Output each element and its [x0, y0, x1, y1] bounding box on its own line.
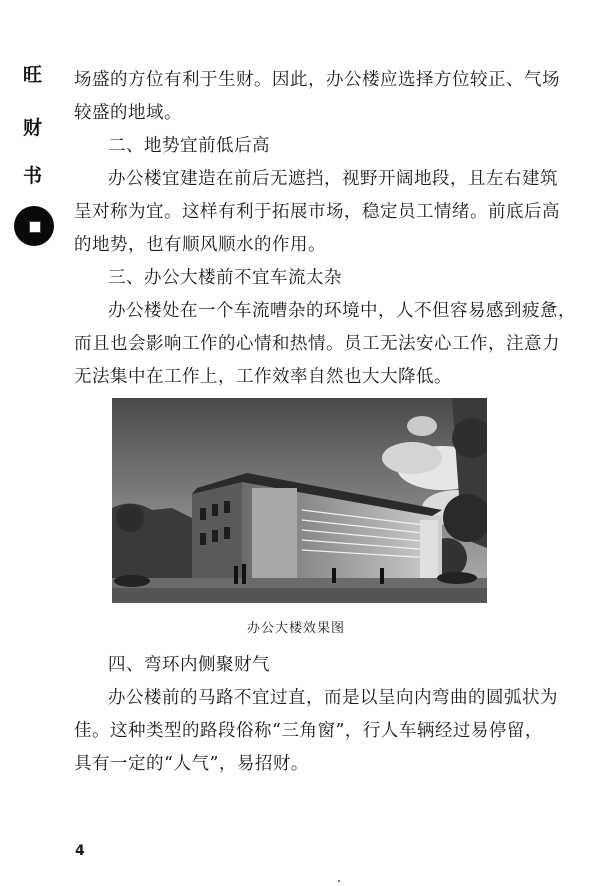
figure-caption: 办公大楼效果图 [246, 621, 345, 636]
paragraph-line: 具有一定的“人气”，易招财。 [74, 754, 309, 774]
section-heading: 三、办公大楼前不宜车流太杂 [108, 268, 342, 288]
paragraph-line: 办公楼前的马路不宜过直，而是以呈向内弯曲的圆弧状为 [108, 688, 558, 708]
paragraph-line: 的地势，也有顺风顺水的作用。 [74, 235, 326, 255]
side-title-char-1: 旺 [23, 64, 43, 86]
paragraph-line: 办公楼宜建造在前后无遮挡，视野开阔地段，且左右建筑 [108, 169, 558, 189]
paragraph-line: 无法集中在工作上，工作效率自然也大大降低。 [74, 367, 452, 387]
paragraph-line: 场盛的方位有利于生财。因此，办公楼应选择方位较正、气场 [74, 70, 560, 90]
side-title-char-2: 财 [23, 117, 43, 139]
scan-speck [338, 880, 340, 882]
paragraph-line: 办公楼处在一个车流嘈杂的环境中，人不但容易感到疲惫， [108, 301, 576, 321]
paragraph-line: 佳。这种类型的路段俗称“三角窗”，行人车辆经过易停留， [74, 721, 543, 741]
side-title-char-3: 书 [23, 165, 43, 187]
paragraph-line: 而且也会影响工作的心情和热情。员工无法安心工作，注意力 [74, 334, 560, 354]
section-heading: 四、弯环内侧聚财气 [108, 655, 270, 675]
coin-icon [14, 206, 54, 246]
paragraph-line: 呈对称为宜。这样有利于拓展市场，稳定员工情绪。前底后高 [74, 202, 560, 222]
paragraph-line: 较盛的地域。 [74, 103, 182, 123]
page-number: 4 [75, 843, 85, 859]
office-building-photo [112, 398, 487, 603]
section-heading: 二、地势宜前低后高 [108, 136, 270, 156]
